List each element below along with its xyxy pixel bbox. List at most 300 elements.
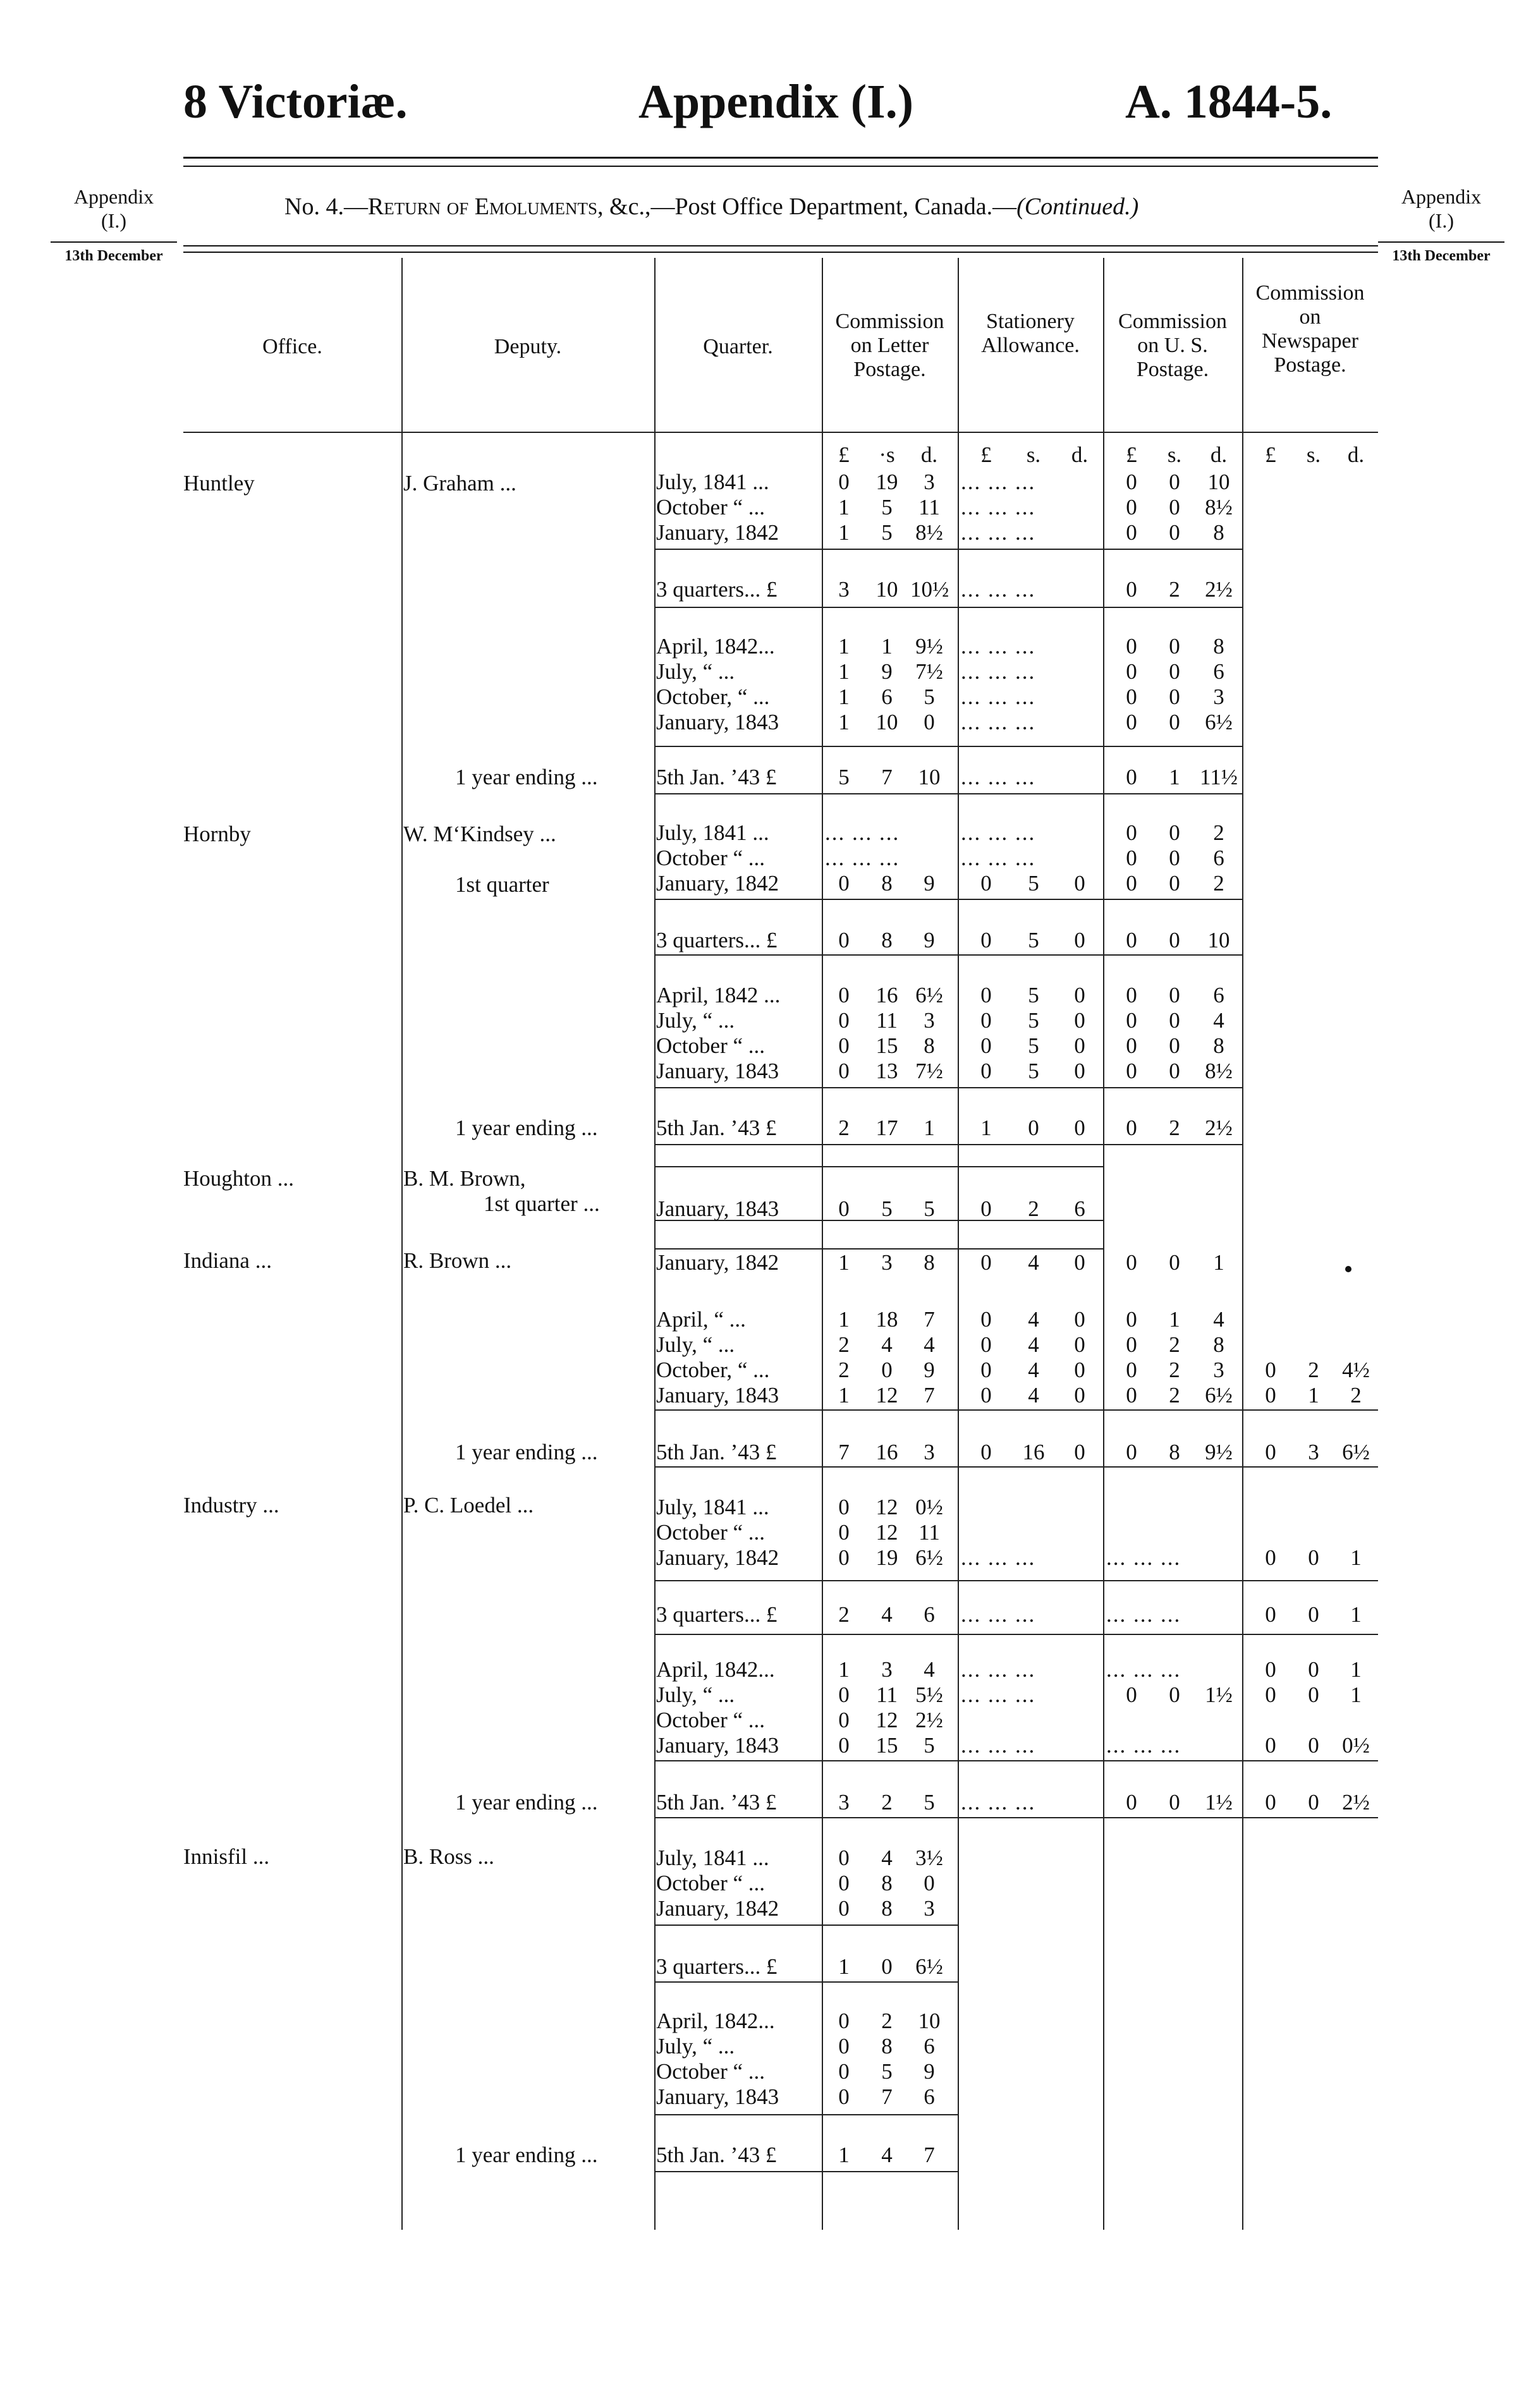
amount-l-shillings: 9: [881, 659, 893, 684]
quarter-cell: January, 1842: [656, 1250, 779, 1275]
amount-u-pence: 8: [1213, 634, 1224, 659]
amount-l-pence: 3½: [915, 1846, 943, 1870]
header-rule-bottom: [183, 166, 1378, 167]
amount-l-pounds: 0: [838, 871, 850, 896]
amount-u-pounds: 0: [1126, 1116, 1137, 1140]
amount-s-pence: 0: [1074, 1332, 1085, 1357]
amount-u-shillings: 0: [1169, 983, 1180, 1007]
amount-s-pounds: 0: [980, 1383, 992, 1408]
unit-label-n-2: d.: [1347, 442, 1365, 467]
amount-s-pounds: 0: [980, 1196, 992, 1221]
amount-u-pence: 2: [1213, 871, 1224, 896]
table-rule: [654, 1144, 1242, 1145]
amount-l-pence: 5: [924, 1733, 935, 1758]
year-ending-label: 1 year ending ...: [455, 765, 598, 789]
amount-s-shillings: 5: [1028, 871, 1039, 896]
amount-u-pence: 4: [1213, 1307, 1224, 1332]
amount-s-pounds: 0: [980, 1008, 992, 1033]
amount-l-pounds: 0: [838, 1708, 850, 1732]
amount-n-shillings: 0: [1308, 1790, 1319, 1815]
empty-amount-dots: ... ... ...: [1106, 1545, 1181, 1570]
empty-amount-dots: ... ... ...: [961, 765, 1036, 789]
amount-u-pence: 6: [1213, 846, 1224, 870]
amount-u-shillings: 0: [1169, 1033, 1180, 1058]
amount-l-pounds: 1: [838, 1250, 850, 1275]
quarter-cell: October “ ...: [656, 1871, 766, 1895]
empty-amount-dots: ... ... ...: [961, 659, 1036, 684]
amount-l-pounds: 0: [838, 983, 850, 1007]
amount-n-shillings: 2: [1308, 1358, 1319, 1382]
empty-amount-dots: ... ... ...: [961, 577, 1036, 602]
quarter-cell: January, 1843: [656, 1196, 779, 1221]
table-rule: [654, 899, 1242, 900]
amount-n-shillings: 0: [1308, 1657, 1319, 1682]
empty-amount-dots: ... ... ...: [1106, 1602, 1181, 1627]
quarter-cell: January, 1843: [656, 1383, 779, 1408]
amount-u-pence: 8: [1213, 1033, 1224, 1058]
title-rest: &c.,—Post Office Department, Canada.—: [609, 193, 1017, 220]
amount-u-pounds: 0: [1126, 1033, 1137, 1058]
quarter-cell: October “ ...: [656, 1033, 766, 1058]
title-caps: Return of Emoluments,: [367, 193, 610, 220]
table-rule: [654, 1248, 1103, 1250]
empty-amount-dots: ... ... ...: [961, 820, 1036, 845]
table-rule: [654, 549, 1242, 550]
amount-l-pounds: 0: [838, 1871, 850, 1895]
amount-l-pounds: 1: [838, 1657, 850, 1682]
amount-l-pounds: 2: [838, 1116, 850, 1140]
amount-n-pence: 1: [1350, 1545, 1362, 1570]
col-rule-quarter: [654, 258, 656, 2230]
amount-u-pounds: 0: [1126, 1307, 1137, 1332]
amount-l-shillings: 4: [881, 1332, 893, 1357]
amount-l-shillings: 8: [881, 871, 893, 896]
amount-u-pounds: 0: [1126, 634, 1137, 659]
amount-u-shillings: 2: [1169, 1116, 1180, 1140]
empty-amount-dots: ... ... ...: [1106, 1733, 1181, 1758]
amount-l-shillings: 18: [875, 1307, 898, 1332]
amount-l-pounds: 1: [838, 634, 850, 659]
amount-s-pence: 0: [1074, 1033, 1085, 1058]
amount-l-pence: 6½: [915, 1545, 943, 1570]
amount-s-pounds: 0: [980, 1358, 992, 1382]
quarter-cell: 5th Jan. ’43 £: [656, 1440, 777, 1464]
amount-l-shillings: 11: [876, 1682, 898, 1707]
amount-l-pence: 7: [924, 1307, 935, 1332]
office-name: Industry ...: [183, 1493, 279, 1517]
table-rule: [654, 1817, 1378, 1818]
table-rule: [654, 954, 1242, 956]
col-rule-deputy: [401, 258, 403, 2230]
amount-n-shillings: 3: [1308, 1440, 1319, 1464]
amount-l-shillings: 2: [881, 1790, 893, 1815]
amount-u-shillings: 0: [1169, 1682, 1180, 1707]
amount-l-pence: 6½: [915, 1954, 943, 1979]
amount-l-pence: 2½: [915, 1708, 943, 1732]
quarter-cell: April, 1842 ...: [656, 983, 781, 1007]
amount-l-shillings: 5: [881, 2059, 893, 2084]
amount-u-shillings: 0: [1169, 495, 1180, 520]
amount-l-pence: 3: [924, 1008, 935, 1033]
col-header-letter-2: on Letter: [850, 334, 929, 357]
amount-l-shillings: 15: [875, 1733, 898, 1758]
quarter-cell: October, “ ...: [656, 684, 770, 709]
amount-n-pounds: 0: [1265, 1657, 1276, 1682]
quarter-cell: 3 quarters... £: [656, 928, 778, 952]
quarter-cell: July, “ ...: [656, 1332, 735, 1357]
col-header-letter: [822, 310, 958, 382]
amount-l-pounds: 3: [838, 577, 850, 602]
amount-u-pence: 2½: [1205, 577, 1233, 602]
amount-l-pounds: 0: [838, 2059, 850, 2084]
amount-s-shillings: 4: [1028, 1332, 1039, 1357]
amount-l-pence: 10: [918, 2009, 941, 2033]
amount-n-pounds: 0: [1265, 1602, 1276, 1627]
amount-n-pence: 2½: [1342, 1790, 1370, 1815]
amount-s-pence: 0: [1074, 1358, 1085, 1382]
office-name: Hornby: [183, 822, 251, 846]
col-header-us: [1103, 310, 1242, 382]
amount-u-shillings: 0: [1169, 1059, 1180, 1083]
amount-s-pounds: 0: [980, 1250, 992, 1275]
table-title: [284, 193, 1138, 221]
amount-l-pence: 6: [924, 2034, 935, 2058]
table-rule: [654, 2171, 958, 2172]
amount-n-shillings: 0: [1308, 1682, 1319, 1707]
amount-l-pence: 11: [918, 495, 940, 520]
col-header-office: Office.: [262, 335, 322, 358]
side-note-number: (I.): [101, 209, 126, 232]
amount-u-pence: 1½: [1205, 1790, 1233, 1815]
amount-l-pounds: 0: [838, 1520, 850, 1545]
amount-u-pounds: 0: [1126, 1790, 1137, 1815]
empty-amount-dots: ... ... ...: [961, 684, 1036, 709]
col-header-newspaper-4: Postage.: [1274, 353, 1346, 377]
amount-n-shillings: 1: [1308, 1383, 1319, 1408]
amount-l-pounds: 0: [838, 1008, 850, 1033]
amount-l-shillings: 8: [881, 1896, 893, 1921]
amount-l-pence: 0: [924, 1871, 935, 1895]
amount-l-pence: 1: [924, 1116, 935, 1140]
amount-u-shillings: 0: [1169, 520, 1180, 545]
col-header-stationery-2: Allowance.: [981, 334, 1080, 357]
side-note-right: [1378, 185, 1504, 268]
amount-l-shillings: 3: [881, 1250, 893, 1275]
amount-u-pounds: 0: [1126, 765, 1137, 789]
amount-l-pounds: 0: [838, 1733, 850, 1758]
amount-s-pence: 0: [1074, 928, 1085, 952]
amount-s-pence: 0: [1074, 1307, 1085, 1332]
quarter-cell: July, “ ...: [656, 659, 735, 684]
amount-l-shillings: 2: [881, 2009, 893, 2033]
unit-label-s-0: £: [980, 442, 992, 467]
amount-u-shillings: 0: [1169, 710, 1180, 734]
amount-u-shillings: 2: [1169, 1383, 1180, 1408]
page-header-center: Appendix (I.): [638, 75, 913, 128]
col-header-letter-3: Postage.: [853, 358, 926, 381]
amount-n-shillings: 0: [1308, 1733, 1319, 1758]
amount-n-pence: 1: [1350, 1602, 1362, 1627]
amount-l-pence: 3: [924, 1440, 935, 1464]
amount-s-shillings: 4: [1028, 1383, 1039, 1408]
col-header-us-1: Commission: [1118, 310, 1227, 333]
amount-l-pence: 3: [924, 470, 935, 494]
amount-u-shillings: 0: [1169, 1250, 1180, 1275]
unit-label-s-2: d.: [1071, 442, 1089, 467]
quarter-cell: 5th Jan. ’43 £: [656, 1790, 777, 1815]
amount-n-pence: 0½: [1342, 1733, 1370, 1758]
col-rule-us: [1103, 258, 1104, 2230]
amount-l-pence: 8: [924, 1033, 935, 1058]
amount-l-shillings: 7: [881, 765, 893, 789]
col-header-newspaper-2: on: [1299, 305, 1321, 329]
quarter-cell: January, 1843: [656, 710, 779, 734]
unit-label-u-2: d.: [1210, 442, 1228, 467]
amount-u-pounds: 0: [1126, 1383, 1137, 1408]
amount-l-pence: 3: [924, 1896, 935, 1921]
amount-u-pounds: 0: [1126, 1008, 1137, 1033]
amount-l-pence: 11: [918, 1520, 940, 1545]
amount-u-pounds: 0: [1126, 820, 1137, 845]
amount-u-pounds: 0: [1126, 1440, 1137, 1464]
amount-s-pence: 0: [1074, 1008, 1085, 1033]
amount-u-pounds: 0: [1126, 928, 1137, 952]
amount-u-pence: 10: [1207, 928, 1230, 952]
amount-u-pounds: 0: [1126, 470, 1137, 494]
amount-u-pence: 2½: [1205, 1116, 1233, 1140]
amount-u-pence: 6: [1213, 659, 1224, 684]
amount-u-pounds: 0: [1126, 1358, 1137, 1382]
amount-l-shillings: 4: [881, 1602, 893, 1627]
amount-l-pence: 10: [918, 765, 941, 789]
amount-u-pence: 8: [1213, 520, 1224, 545]
amount-s-pounds: 0: [980, 928, 992, 952]
amount-l-pounds: 2: [838, 1358, 850, 1382]
unit-label-u-0: £: [1126, 442, 1137, 467]
amount-l-pence: 5: [924, 1790, 935, 1815]
empty-amount-dots: ... ... ...: [961, 1790, 1036, 1815]
amount-s-shillings: 5: [1028, 1033, 1039, 1058]
amount-l-shillings: 6: [881, 684, 893, 709]
empty-amount-dots: ... ... ...: [961, 846, 1036, 870]
unit-label-n-0: £: [1265, 442, 1276, 467]
amount-n-pence: 2: [1350, 1383, 1362, 1408]
amount-u-shillings: 2: [1169, 1358, 1180, 1382]
amount-u-pence: 4: [1213, 1008, 1224, 1033]
amount-l-pence: 0½: [915, 1495, 943, 1519]
table-rule: [654, 607, 1242, 608]
title-rule-top: [183, 245, 1378, 246]
quarter-cell: July, “ ...: [656, 1682, 735, 1707]
header-rule-top: [183, 157, 1378, 159]
table-rule: [654, 2114, 958, 2115]
quarter-cell: July, “ ...: [656, 1008, 735, 1033]
amount-l-pence: 7: [924, 2143, 935, 2167]
quarter-cell: January, 1842: [656, 1896, 779, 1921]
amount-n-shillings: 0: [1308, 1545, 1319, 1570]
amount-u-shillings: 0: [1169, 928, 1180, 952]
unit-label-s-1: s.: [1026, 442, 1041, 467]
amount-n-pounds: 0: [1265, 1383, 1276, 1408]
amount-l-pounds: 0: [838, 1682, 850, 1707]
quarter-cell: 3 quarters... £: [656, 1954, 778, 1979]
side-note-appendix: Appendix: [73, 185, 154, 208]
amount-l-pounds: 0: [838, 928, 850, 952]
amount-u-pence: 8½: [1205, 1059, 1233, 1083]
header-bottom-rule: [183, 432, 1378, 433]
amount-l-shillings: 0: [881, 1358, 893, 1382]
amount-s-pounds: 1: [980, 1116, 992, 1140]
amount-n-pounds: 0: [1265, 1682, 1276, 1707]
amount-u-pounds: 0: [1126, 495, 1137, 520]
amount-l-pounds: 1: [838, 710, 850, 734]
amount-l-pounds: 1: [838, 495, 850, 520]
unit-label-l-0: £: [838, 442, 850, 467]
unit-label-n-1: s.: [1306, 442, 1321, 467]
amount-u-shillings: 0: [1169, 1008, 1180, 1033]
amount-u-pounds: 0: [1126, 577, 1137, 602]
amount-u-pounds: 0: [1126, 520, 1137, 545]
amount-l-shillings: 5: [881, 495, 893, 520]
amount-u-shillings: 0: [1169, 659, 1180, 684]
amount-s-shillings: 5: [1028, 928, 1039, 952]
amount-n-pence: 1: [1350, 1657, 1362, 1682]
amount-u-shillings: 1: [1169, 1307, 1180, 1332]
office-name: Houghton ...: [183, 1166, 294, 1191]
table-rule: [654, 1634, 1378, 1635]
table-rule: [654, 793, 1242, 794]
quarter-cell: October “ ...: [656, 846, 766, 870]
amount-u-shillings: 0: [1169, 1790, 1180, 1815]
quarter-cell: 5th Jan. ’43 £: [656, 1116, 777, 1140]
amount-l-pounds: 1: [838, 1383, 850, 1408]
col-header-newspaper: [1242, 281, 1378, 377]
amount-l-shillings: 10: [875, 710, 898, 734]
quarter-cell: January, 1842: [656, 1545, 779, 1570]
amount-u-shillings: 0: [1169, 470, 1180, 494]
empty-amount-dots: ... ... ...: [961, 634, 1036, 659]
quarter-cell: January, 1843: [656, 1733, 779, 1758]
col-header-newspaper-3: Newspaper: [1262, 329, 1358, 353]
amount-u-pence: 11½: [1200, 765, 1238, 789]
amount-l-shillings: 13: [875, 1059, 898, 1083]
unit-label-l-2: d.: [920, 442, 938, 467]
amount-l-shillings: 8: [881, 928, 893, 952]
office-name: Huntley: [183, 471, 255, 496]
amount-s-pounds: 0: [980, 1059, 992, 1083]
amount-s-shillings: 4: [1028, 1307, 1039, 1332]
side-note-number: (I.): [1429, 209, 1454, 232]
amount-l-pence: 7: [924, 1383, 935, 1408]
amount-l-pence: 6: [924, 2084, 935, 2109]
page-header-right: A. 1844-5.: [1125, 75, 1333, 128]
quarter-cell: January, 1842: [656, 520, 779, 545]
deputy-name: P. C. Loedel ...: [403, 1493, 534, 1517]
empty-amount-dots: ... ... ...: [961, 1657, 1036, 1682]
amount-u-pounds: 0: [1126, 659, 1137, 684]
col-rule-newspaper: [1242, 258, 1243, 2230]
quarter-cell: April, 1842...: [656, 2009, 775, 2033]
amount-s-pounds: 0: [980, 1307, 992, 1332]
amount-l-shillings: 12: [875, 1520, 898, 1545]
amount-l-pounds: 1: [838, 520, 850, 545]
amount-l-pounds: 0: [838, 1896, 850, 1921]
amount-n-pence: 4½: [1342, 1358, 1370, 1382]
amount-l-pounds: 1: [838, 2143, 850, 2167]
quarter-cell: 3 quarters... £: [656, 577, 778, 602]
amount-u-pounds: 0: [1126, 710, 1137, 734]
col-header-letter-1: Commission: [835, 310, 944, 333]
amount-n-pounds: 0: [1265, 1358, 1276, 1382]
amount-l-shillings: 0: [881, 1954, 893, 1979]
amount-u-shillings: 0: [1169, 684, 1180, 709]
amount-l-pounds: 2: [838, 1602, 850, 1627]
amount-u-pounds: 0: [1126, 983, 1137, 1007]
table-rule: [654, 1087, 1242, 1088]
empty-amount-dots: ... ... ...: [961, 1545, 1036, 1570]
amount-s-pounds: 0: [980, 1033, 992, 1058]
quarter-cell: October “ ...: [656, 2059, 766, 2084]
quarter-cell: January, 1843: [656, 2084, 779, 2109]
col-rule-stationery: [958, 258, 959, 2230]
side-note-date: 13th December: [1378, 241, 1504, 268]
amount-l-pounds: 0: [838, 2084, 850, 2109]
table-rule: [654, 1760, 1378, 1761]
amount-u-shillings: 0: [1169, 871, 1180, 896]
deputy-name: B. M. Brown,: [403, 1166, 526, 1191]
amount-l-shillings: 19: [875, 1545, 898, 1570]
deputy-note: 1st quarter: [455, 872, 549, 897]
table-rule: [654, 1166, 1103, 1167]
amount-u-pence: 1: [1213, 1250, 1224, 1275]
amount-l-pounds: 1: [838, 1307, 850, 1332]
amount-l-pence: 9: [924, 1358, 935, 1382]
amount-s-shillings: 2: [1028, 1196, 1039, 1221]
table-rule: [654, 1466, 1378, 1468]
empty-amount-dots: ... ... ...: [961, 520, 1036, 545]
amount-l-pence: 7½: [915, 659, 943, 684]
amount-l-shillings: 4: [881, 2143, 893, 2167]
amount-l-pounds: 7: [838, 1440, 850, 1464]
amount-l-pounds: 0: [838, 2034, 850, 2058]
amount-u-pence: 8½: [1205, 495, 1233, 520]
amount-u-pence: 8: [1213, 1332, 1224, 1357]
amount-s-pounds: 0: [980, 871, 992, 896]
quarter-cell: 5th Jan. ’43 £: [656, 765, 777, 789]
amount-l-shillings: 4: [881, 1846, 893, 1870]
amount-s-pounds: 0: [980, 983, 992, 1007]
amount-l-shillings: 1: [881, 634, 893, 659]
amount-n-pounds: 0: [1265, 1545, 1276, 1570]
amount-l-pounds: 5: [838, 765, 850, 789]
amount-l-pence: 6½: [915, 983, 943, 1007]
amount-n-shillings: 0: [1308, 1602, 1319, 1627]
quarter-cell: October, “ ...: [656, 1358, 770, 1382]
year-ending-label: 1 year ending ...: [455, 1116, 598, 1140]
amount-s-shillings: 5: [1028, 983, 1039, 1007]
side-note-appendix: Appendix: [1401, 185, 1482, 208]
amount-s-pence: 0: [1074, 1116, 1085, 1140]
side-note-date: 13th December: [51, 241, 177, 268]
amount-l-pounds: 1: [838, 684, 850, 709]
amount-u-pounds: 0: [1126, 1332, 1137, 1357]
amount-l-shillings: 5: [881, 520, 893, 545]
amount-u-pence: 2: [1213, 820, 1224, 845]
quarter-cell: July, 1841 ...: [656, 1846, 769, 1870]
deputy-name: B. Ross ...: [403, 1844, 494, 1869]
empty-amount-dots: ... ... ...: [961, 1733, 1036, 1758]
table-rule: [654, 1580, 1378, 1581]
